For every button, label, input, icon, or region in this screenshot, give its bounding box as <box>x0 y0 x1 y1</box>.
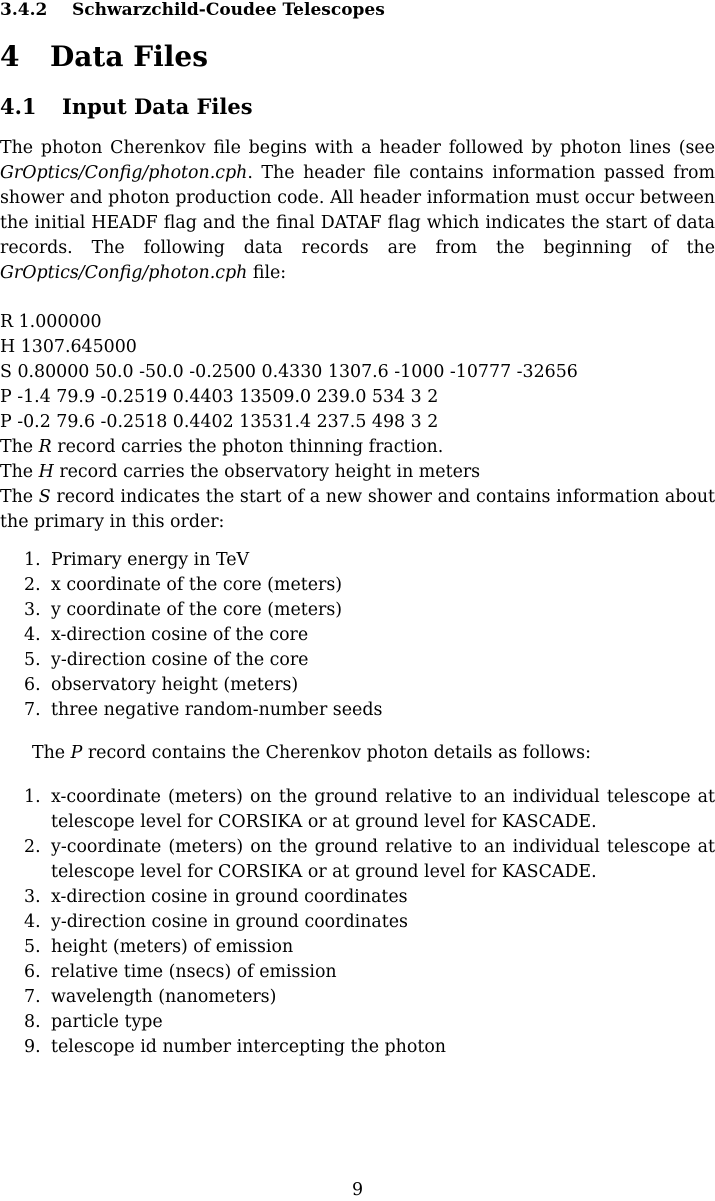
s-record-field-list <box>0 548 715 723</box>
list-item: 2. x coordinate of the core (meters) <box>24 575 343 595</box>
page-number: 9 <box>351 1180 364 1200</box>
list-item: 5. y-direction cosine of the core <box>24 650 309 670</box>
list-item: 6. relative time (nsecs) of emission <box>24 962 337 982</box>
list-item: 4. y-direction cosine in ground coordinates <box>24 912 408 932</box>
intro-paragraph <box>0 136 715 286</box>
list-item: 2. y-coordinate (meters) on the ground relative to an individual telescope at telescope level for CORSIKA or at ground level for KASCADE. <box>24 837 715 882</box>
subsubsection-number: 3.4.2 <box>0 0 48 20</box>
p-record-intro: The P record contains the Cherenkov photon details as follows: <box>32 743 591 763</box>
list-item: 1. Primary energy in TeV <box>24 550 250 570</box>
section-number: 4 <box>0 40 20 73</box>
list-item: 4. x-direction cosine of the core <box>24 625 309 645</box>
subsubsection-heading <box>0 0 385 20</box>
list-item: 6. observatory height (meters) <box>24 675 299 695</box>
record-line-r: R 1.000000 <box>0 312 102 332</box>
intro-text-3: file: <box>247 263 287 283</box>
subsection-number: 4.1 <box>0 94 37 119</box>
intro-text-1: The photon Cherenkov file begins with a header followed by photon lines (see <box>0 138 715 158</box>
section-title: Data Files <box>50 40 208 73</box>
intro-text-2: . The header file contains information passed from shower and photon production code. All header information must occur between the initial HEADF flag and the final DATAF flag which indicates the start of data records. The following data records are from the beginning of the <box>0 163 715 258</box>
p-record-field-list <box>0 785 715 1060</box>
list-item: 7. three negative random-number seeds <box>24 700 383 720</box>
record-line-p: P -1.4 79.9 -0.2519 0.4403 13509.0 239.0 534 3 2 <box>0 387 439 407</box>
record-line-p: P -0.2 79.6 -0.2518 0.4402 13531.4 237.5 498 3 2 <box>0 412 439 432</box>
list-item: 9. telescope id number intercepting the photon <box>24 1037 447 1057</box>
record-line-h: H 1307.645000 <box>0 337 137 357</box>
list-item: 7. wavelength (nanometers) <box>24 987 277 1007</box>
subsection-heading <box>0 94 253 120</box>
data-records-block <box>0 310 715 535</box>
record-note-s: The S record indicates the start of a new shower and contains information about the primary in this order: <box>0 487 715 532</box>
list-item: 5. height (meters) of emission <box>24 937 294 957</box>
subsection-title: Input Data Files <box>62 94 253 119</box>
list-item: 3. x-direction cosine in ground coordinates <box>24 887 408 907</box>
record-note-r: The R record carries the photon thinning fraction. <box>0 437 444 457</box>
list-item: 3. y coordinate of the core (meters) <box>24 600 343 620</box>
list-item: 1. x-coordinate (meters) on the ground relative to an individual telescope at telescope level for CORSIKA or at ground level for KASCADE. <box>24 787 715 832</box>
subsubsection-title: Schwarzchild-Coudee Telescopes <box>72 0 385 20</box>
record-note-h: The H record carries the observatory height in meters <box>0 462 481 482</box>
record-line-s: S 0.80000 50.0 -50.0 -0.2500 0.4330 1307.6 -1000 -10777 -32656 <box>0 362 578 382</box>
config-file-path: GrOptics/Config/photon.cph <box>0 163 248 183</box>
config-file-path: GrOptics/Config/photon.cph <box>0 263 248 283</box>
section-heading <box>0 40 208 74</box>
list-item: 8. particle type <box>24 1012 163 1032</box>
